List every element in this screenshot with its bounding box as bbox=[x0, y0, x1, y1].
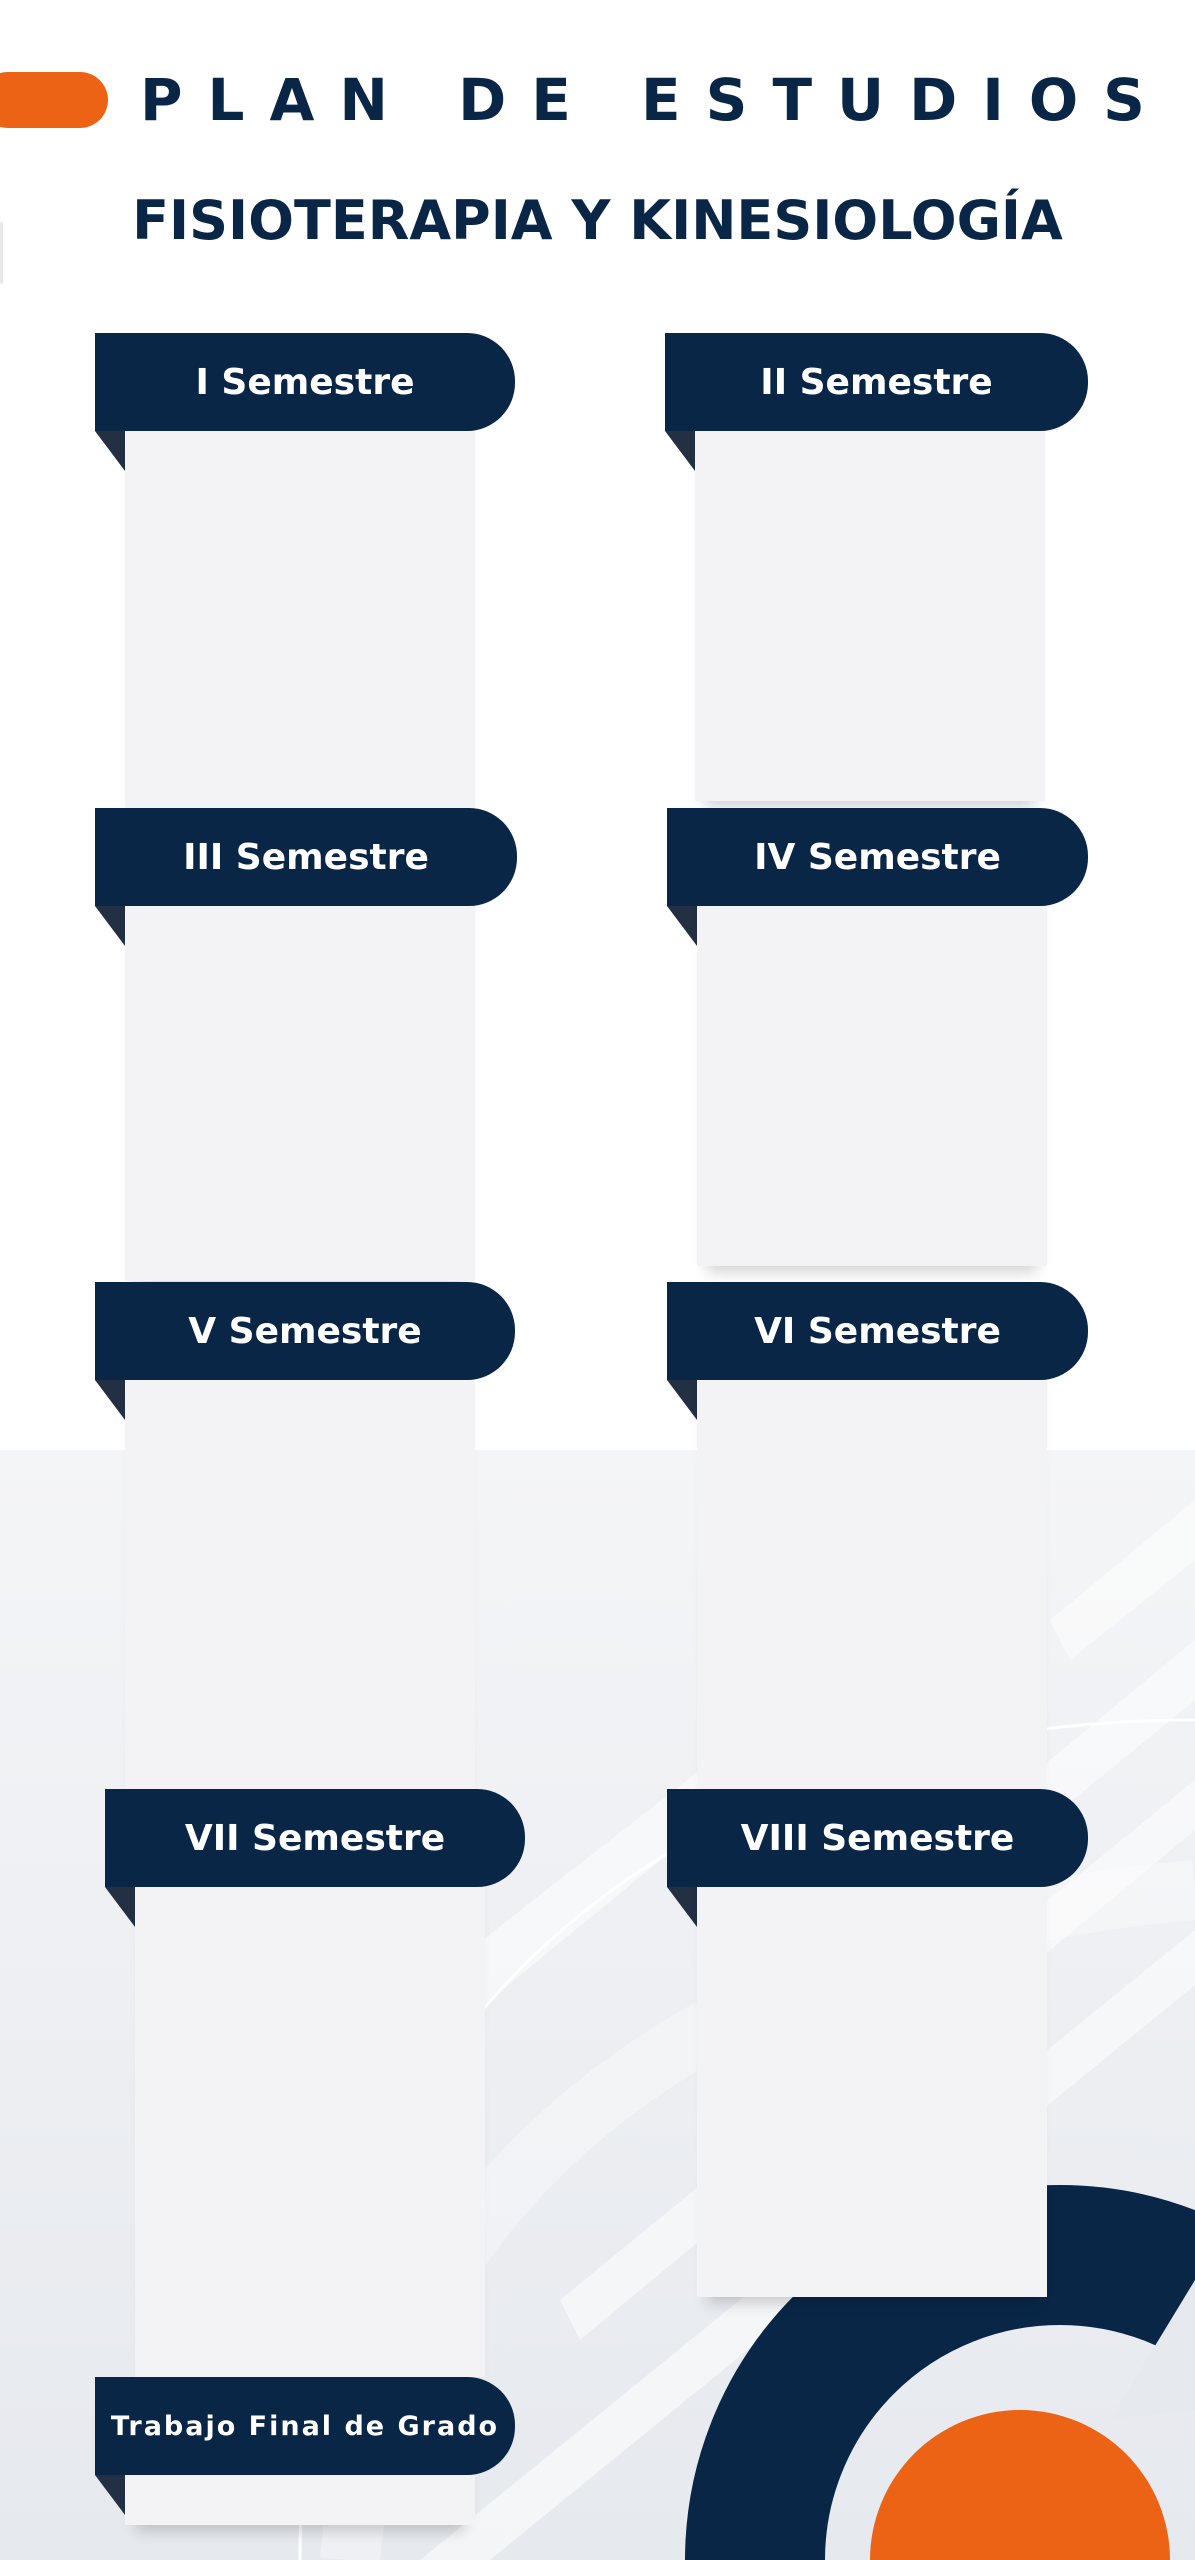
ribbon-fold bbox=[95, 906, 125, 946]
semester-block-iv-semestre bbox=[667, 808, 1088, 1228]
program-subtitle: FISIOTERAPIA Y KINESIOLOGÍA bbox=[132, 189, 1063, 252]
semester-title: V Semestre bbox=[95, 1282, 515, 1380]
orange-semicircle bbox=[870, 2410, 1170, 2560]
semester-title: II Semestre bbox=[665, 333, 1088, 431]
semester-title: VII Semestre bbox=[105, 1789, 525, 1887]
semester-card bbox=[135, 1847, 485, 2377]
semester-card bbox=[125, 866, 475, 1281]
ribbon-fold bbox=[667, 1887, 697, 1927]
ribbon-fold bbox=[665, 431, 695, 471]
semester-card bbox=[697, 1340, 1047, 1810]
semester-block-v-semestre bbox=[95, 1282, 515, 1772]
page-title: PLAN DE ESTUDIOS bbox=[140, 66, 1170, 134]
semester-card bbox=[697, 1847, 1047, 2297]
semester-title: III Semestre bbox=[95, 808, 517, 906]
ribbon-fold bbox=[95, 431, 125, 471]
semester-block-ii-semestre bbox=[665, 333, 1088, 763]
semester-block-vii-semestre bbox=[105, 1789, 525, 2339]
ribbon-fold bbox=[105, 1887, 135, 1927]
semester-block-iii-semestre bbox=[95, 808, 517, 1243]
semester-block-viii-semestre bbox=[667, 1789, 1088, 2259]
semester-title: VIII Semestre bbox=[667, 1789, 1088, 1887]
semester-block-i-semestre bbox=[95, 333, 515, 793]
semester-title: VI Semestre bbox=[667, 1282, 1088, 1380]
semester-block-vi-semestre bbox=[667, 1282, 1088, 1772]
semester-card bbox=[125, 391, 475, 831]
ribbon-fold bbox=[95, 1380, 125, 1420]
orange-accent-pill bbox=[0, 72, 108, 128]
semester-card bbox=[697, 866, 1047, 1266]
semester-block-trabajo-final-de-grado bbox=[95, 2377, 515, 2487]
semester-title: I Semestre bbox=[95, 333, 515, 431]
semester-title: IV Semestre bbox=[667, 808, 1088, 906]
semester-card bbox=[125, 1340, 475, 1810]
ribbon-fold bbox=[667, 1380, 697, 1420]
ribbon-fold bbox=[95, 2475, 125, 2515]
semester-card bbox=[695, 391, 1045, 801]
ribbon-fold bbox=[667, 906, 697, 946]
semester-title: Trabajo Final de Grado bbox=[95, 2377, 515, 2475]
